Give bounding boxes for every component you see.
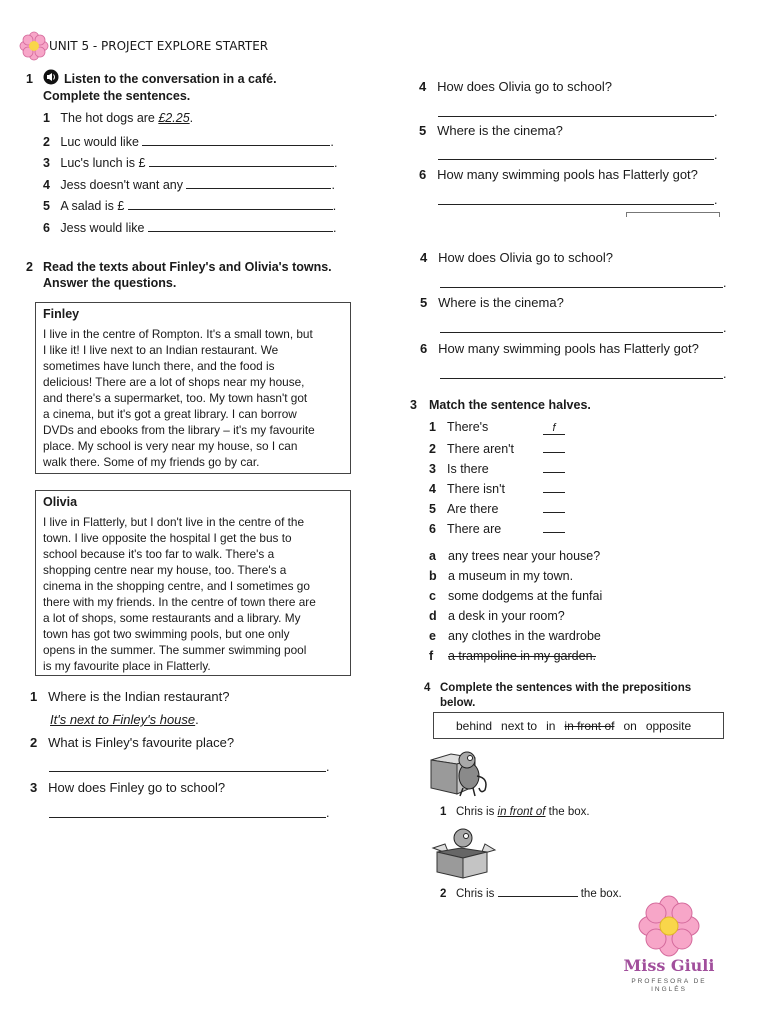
cropped-fragment — [626, 212, 720, 217]
ex1-item: 6 Jess would like . — [43, 221, 337, 235]
ex4-number: 4 — [424, 682, 431, 694]
line-end: . — [326, 760, 330, 774]
ex2-number: 2 — [26, 260, 33, 274]
line-end: . — [714, 105, 718, 119]
word: in front of — [564, 718, 615, 733]
list-item: 6 There are — [429, 520, 565, 540]
answer-line[interactable] — [438, 159, 714, 160]
ex2-question: 4 How does Olivia go to school? — [419, 79, 612, 94]
ex4-sentence: 2 Chris is the box. — [440, 884, 622, 900]
logo-subtitle-2: INGLÉS — [651, 986, 687, 993]
answer-blank[interactable] — [498, 884, 578, 897]
olivia-text: I live in Flatterly, but I don't live in the centre of the town. I live opposite the hospital I get the bus to school because it's too far to walk. There's a shopping centre near my house, too. There's a cinema in the shopping centre, and I sometimes go there with my friends. In the centre of town there are a lot of shops, some restaurants and a library. My town has got two swimming pools, but one only opens in the summer. The summer swimming pool is my favourite place in Flatterly. — [43, 515, 316, 673]
logo-name: Miss Giuli — [623, 956, 715, 975]
ex4-instruction-1: Complete the sentences with the prepositions — [440, 682, 692, 694]
ex2-instruction-2: Answer the questions. — [43, 276, 177, 290]
line-end: . — [326, 806, 330, 820]
list-item: 5 Are there — [429, 500, 565, 520]
ex1-item: 4 Jess doesn't want any . — [43, 178, 335, 192]
list-item: c some dodgems at the funfai — [429, 589, 603, 603]
ex2-question: 4 How does Olivia go to school? — [420, 250, 613, 265]
ex3-endings — [429, 549, 602, 669]
answer-line[interactable] — [438, 116, 714, 117]
word-box — [433, 712, 724, 739]
ex1-instruction-2: Complete the sentences. — [43, 89, 191, 103]
line-end: . — [723, 367, 727, 381]
word: next to — [501, 718, 538, 733]
match-blank[interactable] — [543, 500, 565, 513]
answer-blank[interactable] — [149, 154, 334, 167]
ex3-instruction: Match the sentence halves. — [429, 398, 591, 412]
list-item: f a trampoline in my garden. — [429, 649, 596, 663]
finley-text-box — [35, 302, 351, 474]
logo-flower-icon — [638, 895, 700, 957]
olivia-text-box — [35, 490, 351, 676]
line-end: . — [723, 321, 727, 335]
ex1-item: 5 A salad is £ . — [43, 199, 337, 213]
list-item: 4 There isn't — [429, 480, 565, 500]
ex1-item: 1 The hot dogs are £2.25. — [43, 111, 194, 125]
line-end: . — [714, 193, 718, 207]
list-item: b a museum in my town. — [429, 569, 574, 583]
ex4-instruction-2: below. — [440, 697, 476, 709]
ex2-instruction-1: Read the texts about Finley's and Olivia's towns. — [43, 260, 332, 274]
ex2-question: 5 Where is the cinema? — [419, 123, 563, 138]
word: on — [623, 718, 637, 733]
ex4-sentence: 1 Chris is in front of the box. — [440, 806, 590, 818]
word: behind — [456, 718, 493, 733]
answer-blank[interactable] — [186, 176, 331, 189]
word: in — [546, 718, 556, 733]
ex3-halves — [429, 420, 565, 540]
ex2-question: 5 Where is the cinema? — [420, 295, 564, 310]
page-title: UNIT 5 - PROJECT EXPLORE STARTER — [49, 39, 269, 53]
answer-line[interactable] — [440, 378, 723, 379]
match-blank[interactable] — [543, 480, 565, 493]
ex2-question: 3 How does Finley go to school? — [30, 780, 226, 795]
line-end: . — [723, 276, 727, 290]
ex2-question: 1 Where is the Indian restaurant? — [30, 689, 230, 704]
list-item: a any trees near your house? — [429, 549, 601, 563]
finley-title: Finley — [43, 307, 80, 321]
list-item: e any clothes in the wardrobe — [429, 629, 601, 643]
answer-blank[interactable] — [142, 133, 330, 146]
finley-text: I live in the centre of Rompton. It's a small town, but I like it! I live next to an Indian restaurant. We sometimes have lunch there, and the food is delicious! There are a lot of shops near my house, and there's a supermarket, too. My town hasn't got a cinema, but it's got a great library. I can borrow DVDs and ebooks from the library – it's my favourite place. My school is very near my house, so I can walk there. Some of my friends go by car. — [43, 327, 315, 469]
speaker-icon — [43, 69, 59, 85]
answer-blank[interactable] — [128, 197, 333, 210]
ex1-item: 3 Luc's lunch is £ . — [43, 156, 338, 170]
ex2-answer: It's next to Finley's house. — [50, 712, 199, 727]
ex3-number: 3 — [410, 398, 417, 412]
answer-line[interactable] — [440, 287, 723, 288]
word: opposite — [645, 718, 692, 733]
chameleon-in-box-image — [429, 826, 499, 880]
ex1-answer: £2.25 — [158, 111, 190, 125]
list-item: 1 There's f — [429, 420, 565, 440]
ex2-question: 6 How many swimming pools has Flatterly got? — [420, 341, 699, 356]
list-item: d a desk in your room? — [429, 609, 565, 623]
list-item: 3 Is there — [429, 460, 565, 480]
olivia-title: Olivia — [43, 495, 78, 509]
answer-line[interactable] — [49, 771, 326, 772]
answer-line[interactable] — [49, 817, 326, 818]
answer-line[interactable] — [440, 332, 723, 333]
chameleon-in-front-of-box-image — [427, 746, 497, 798]
ex1-item: 2 Luc would like . — [43, 135, 334, 149]
list-item: 2 There aren't — [429, 440, 565, 460]
ex2-question: 2 What is Finley's favourite place? — [30, 735, 235, 750]
ex1-number: 1 — [26, 72, 33, 86]
line-end: . — [714, 148, 718, 162]
match-blank[interactable]: f — [543, 422, 565, 435]
answer-line[interactable] — [438, 204, 714, 205]
ex1-instruction-1: Listen to the conversation in a café. — [64, 72, 277, 86]
match-blank[interactable] — [543, 460, 565, 473]
header-flower-icon — [19, 31, 49, 61]
logo-subtitle-1: PROFESORA DE — [631, 978, 707, 985]
ex2-question: 6 How many swimming pools has Flatterly got? — [419, 167, 698, 182]
match-blank[interactable] — [543, 440, 565, 453]
answer-blank[interactable] — [148, 219, 333, 232]
match-blank[interactable] — [543, 520, 565, 533]
